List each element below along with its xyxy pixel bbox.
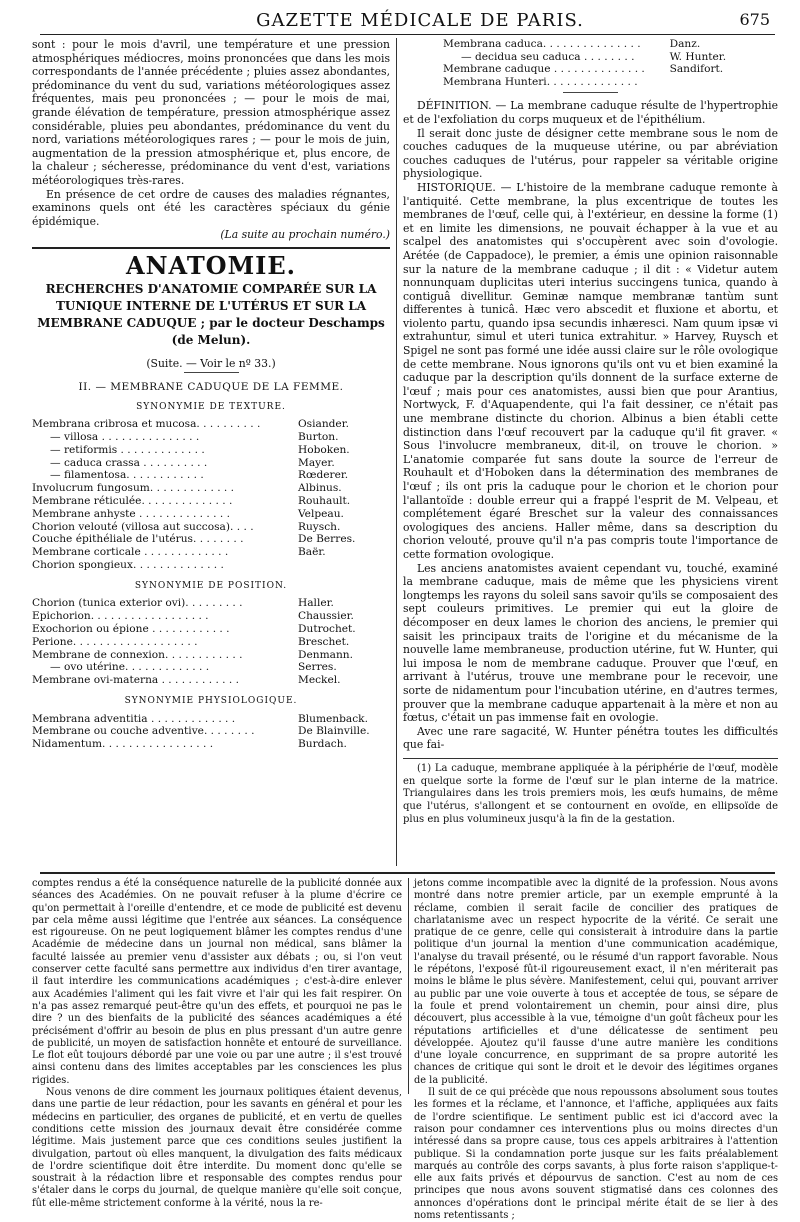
synonym-author: Mayer.	[298, 456, 335, 469]
synonym-row	[32, 482, 390, 495]
lower-right-column	[414, 878, 778, 1222]
synonym-term: Chorion spongieux. . . . . . . . . . . . . .	[32, 559, 224, 572]
synonym-term: — decidua seu caduca . . . . . . . .	[461, 50, 635, 63]
synonym-author: Danz.	[669, 38, 701, 50]
synonym-author: Denmann.	[298, 648, 353, 661]
synonym-author: Velpeau.	[298, 507, 344, 520]
synonym-term: Involucrum fungosum. . . . . . . . . . . . .	[32, 482, 235, 495]
header-rule	[40, 34, 775, 35]
synonym-row	[32, 725, 390, 738]
synonym-author: Albinus.	[298, 482, 342, 495]
synonym-author: De Blainville.	[298, 725, 370, 738]
synonym-term: Membrana caduca. . . . . . . . . . . . . . .	[443, 38, 641, 50]
paragraph-juste: Il serait donc juste de désigner cette membrane sous le nom de couches caduques de la muqueuse utérine, ou par abréviation couches caduques de l'utérus, pour rappeler sa véritable origine physiologique.	[403, 126, 778, 181]
synonym-author: Baër.	[298, 546, 326, 559]
synonym-author: Chaussier.	[298, 610, 354, 623]
synonym-row	[32, 610, 390, 623]
synonym-row	[32, 508, 390, 521]
synonym-term: — ovo utérine. . . . . . . . . . . . .	[50, 661, 210, 674]
short-rule	[563, 92, 618, 93]
synonym-row	[32, 661, 390, 674]
synonymy-position-title: SYNONYMIE DE POSITION.	[134, 580, 288, 591]
synonym-row	[32, 713, 390, 726]
synonym-author: Haller.	[298, 597, 334, 610]
synonym-row	[32, 738, 390, 751]
synonym-row	[32, 521, 390, 534]
synonym-row	[32, 674, 390, 687]
paragraph-definition: DÉFINITION. — La membrane caduque résulte de l'hypertrophie et de l'exfoliation du corps muqueux et de l'épithélium.	[403, 99, 778, 126]
paragraph-sagacite: Avec une rare sagacité, W. Hunter pénétra toutes les difficultés que fai-	[403, 724, 778, 752]
synonym-row	[32, 418, 390, 431]
lower-column-rule	[408, 878, 409, 1094]
synonym-row	[32, 457, 390, 470]
paragraph-journaux: Nous venons de dire comment les journaux politiques étaient devenus, dans une partie de leur rédaction, pour les savants en général et pour les médecins en particulier, des organes de publicité, et en vertu de quelles conditions cette mission des journaux devait être considérée comme légitime. Mais justement parce que ces conditions seules justifient la divulgation, partout où elles manquent, la divulgation des faits médicaux de l'ordre scientifique doit être interdite. Du moment donc qu'elle se soustrait à la rédaction libre et responsable des comptes rendus pour s'étaler dans le corps du journal, de quelque manière qu'elle soit conçue, fût elle-même strictement conforme à la vérité, nous la re-	[32, 1087, 402, 1209]
synonym-term: Perione. . . . . . . . . . . . . . . . . . .	[32, 635, 198, 648]
synonym-term: Membrane ou couche adventive. . . . . . . .	[32, 725, 255, 738]
synonym-term: Membrane ovi-materna . . . . . . . . . . . .	[32, 674, 240, 687]
paragraph-dignite: jetons comme incompatible avec la dignité de la profession. Nous avons montré dans notre premier article, par un exemple emprunté à la réclame, combien il serait facile de concilier des pratiques de charlatanisme avec un respect hypocrite de la vérité. Ce serait une pratique de ce genre, celle qui consisterait à introduire dans la partie politique d'un journal la mention d'une communication académique, l'analyse du travail présenté, ou le résumé d'un rapport favorable. Nous le répétons, l'exposé fût-il rigoureusement exact, il n'en mériterait pas moins le blâme le plus sévère. Manifestement, celui qui, pouvant arriver au public par une voie ouverte à tous et acceptée de tous, se sépare de la foule et prend volontairement un chemin, pour ainsi dire, plus découvert, plus accessible à la vue, témoigne d'un goût fâcheux pour les réputations artificielles et d'une délicatesse de sentiment peu développée. Ajoutez qu'il fausse d'une autre manière les conditions d'une loyale concurrence, en supprimant de sa propre autorité les chances de critique qui sont le droit et le devoir des légitimes organes de la publicité.	[414, 878, 778, 1086]
continued-note: (La suite au prochain numéro.)	[220, 228, 390, 242]
synonymy-physiological-table	[32, 713, 390, 751]
synonym-author	[670, 76, 733, 89]
synonym-term: Couche épithéliale de l'utérus. . . . . . . .	[32, 533, 244, 546]
synonymy-position-table	[32, 597, 390, 687]
page-divider	[40, 872, 775, 874]
footnote-rule	[403, 758, 778, 759]
synonym-term: Membrana adventitia . . . . . . . . . . . . .	[32, 712, 236, 725]
synonym-row	[443, 51, 733, 64]
synonym-row	[32, 444, 390, 457]
synonymy-texture-table	[32, 418, 390, 572]
synonym-term: Membrane caduque . . . . . . . . . . . . . .	[443, 63, 645, 76]
synonym-term: Membrane réticulée. . . . . . . . . . . . . .	[32, 495, 233, 508]
column-rule	[396, 38, 397, 866]
synonym-row	[32, 649, 390, 662]
synonymy-texture-title: SYNONYMIE DE TEXTURE.	[136, 401, 286, 412]
synonym-author: Burdach.	[298, 738, 347, 751]
synonym-term: Epichorion. . . . . . . . . . . . . . . . . .	[32, 610, 209, 623]
footnote: (1) La caduque, membrane appliquée à la périphérie de l'œuf, modèle en quelque sorte la forme de l'œuf sur le plan interne de la matrice. Triangulaires dans les trois premiers mois, les œufs humains, de même que l'utérus, s'allongent et se contournent en ovoïde, en ellipsoïde de plus en plus volumineux jusqu'à la fin de la gestation.	[403, 762, 778, 826]
synonym-term: — villosa . . . . . . . . . . . . . . .	[50, 431, 200, 444]
upper-left-column	[32, 38, 390, 751]
short-rule	[184, 372, 239, 373]
synonym-author: Osiander.	[298, 418, 349, 431]
page-header	[60, 2, 770, 34]
synonym-author: Ruysch.	[298, 520, 341, 533]
synonym-author: Blumenback.	[298, 712, 368, 725]
subsection-heading: II. — MEMBRANE CADUQUE DE LA FEMME.	[78, 381, 344, 394]
synonymy-physiological-title: SYNONYMIE PHYSIOLOGIQUE.	[124, 696, 298, 707]
continued-from: (Suite. — Voir le nº 33.)	[146, 356, 276, 370]
synonym-author: Rœderer.	[298, 469, 349, 482]
synonym-term: Membrane de connexion. . . . . . . . . . . .	[32, 648, 243, 661]
synonym-term: Nidamentum. . . . . . . . . . . . . . . . .	[32, 738, 214, 751]
synonym-author: De Berres.	[298, 533, 356, 546]
synonym-term: Membrane corticale . . . . . . . . . . . . .	[32, 546, 229, 559]
synonym-author: Breschet.	[298, 635, 350, 648]
synonym-author: Dutrochet.	[298, 623, 356, 636]
lower-left-column	[32, 878, 402, 1210]
synonym-row	[443, 76, 733, 89]
synonym-row	[32, 495, 390, 508]
paragraph-presence: En présence de cet ordre de causes des maladies régnantes, examinons quels ont été les caractères spéciaux du génie épidémique.	[32, 187, 390, 228]
paragraph-principes: Il suit de ce qui précède que nous repoussons absolument sous toutes les formes et la réclame, et l'annonce, et l'affiche, appliquées aux faits de l'ordre scientifique. Le sentiment public est ici d'accord avec la raison pour condamner ces interventions plus ou moins directes d'un intéressé dans sa propre cause, tous ces appels arbitraires à l'attention publique. Si la condamnation porte jusque sur les faits préalablement marqués au contrôle des corps savants, à plus forte raison s'applique-t-elle aux faits privés et dépourvus de sanction. C'est au nom de ces principes que nous avons souvent stigmatisé dans ces colonnes des annonces d'opérations dont le principal mérite était de se lier à des noms retentissants ;	[414, 1087, 778, 1222]
upper-right-column	[403, 38, 778, 827]
paragraph-historique: HISTORIQUE. — L'histoire de la membrane caduque remonte à l'antiquité. Cette membrane, la plus excentrique de toutes les membranes de l'œuf, celle qui, à l'extérieur, en dessine la forme (1) et en limite les dimensions, ne pouvait échapper à la vue et au scalpel des anatomistes qui s'occupèrent avec soin d'ovologie. Arétée (de Cappadoce), le premier, a émis une opinion raisonnable sur la nature de la membrane caduque ; il dit : « Videtur autem nonnunquam duplicitas uteri interius succingens tunica, quando à contiguâ divellitur. Geminæ namque membranæ tantùm sunt differentes à tunicâ. Hæc vero abscedit et fluxione et abortu, et violento partu, quando ipsa secundis inhæresci. Nam quum ipsæ vi extrahuntur, simul et uteri tunica extrahitur. » Harvey, Ruysch et Spigel ne sont pas formé une idée aussi claire sur le rôle ovologique de cette membrane. Nous ignorons qu'ils ont vu et bien examiné la caduque par la description qu'ils donnent de la surface externe de l'œuf ; mais pour ces anatomistes, aussi bien que pour Arantius, Nortwyck, F. d'Aquapendente, qui l'a fait dessiner, ce n'était pas une membrane distincte du chorion. Albinus a bien établi cette distinction dans l'œuf recouvert par la caduque qu'il fit graver. « Sous l'involucre membraneux, dit-il, on trouve le chorion. » L'anatomie comparée fut sans doute la source de l'erreur de Rouhault et d'Hoboken dans la détermination des membranes de l'œuf ; ils ont pris la caduque pour le chorion et le chorion pour l'allantoïde : double erreur qui a frappé l'esprit de M. Velpeau, et complétement égaré Breschet sur la valeur des connaissances ovologiques des anciens. Haller même, dans sa description du chorion velouté, prouve qu'il n'a pas compris toute l'importance de cette formation ovologique.	[403, 180, 778, 561]
page-number: 675	[739, 10, 770, 29]
paragraph-publicite: comptes rendus a été la conséquence naturelle de la publicité donnée aux séances des Académies. On ne pouvait refuser à la plume d'écrire ce qu'on permettait à l'oreille d'entendre, et ce mode de publicité est devenu par cela même aussi légitime que l'entrée aux séances. La conséquence est rigoureuse. On ne peut logiquement blâmer les comptes rendus d'une Académie de médecine dans un journal non médical, sans blâmer la faculté laissée au premier venu d'assister aux débats ; ou, si l'on veut conserver cette faculté sans permettre aux individus d'en tirer avantage, il faut interdire les communications académiques ; c'est-à-dire enlever aux Académies l'aliment qui les fait vivre et l'air qui les fait respirer. On n'a pas assez remarqué peut-être qu'un des effets, et pourquoi ne pas le dire ? un des bienfaits de la publicité des séances académiques a été précisément d'offrir au besoin de plus en plus pressant d'un autre genre de publicité, un moyen de satisfaction honnête et entouré de surveillance. Le flot eût toujours débordé par une voie ou par une autre ; il s'est trouvé ainsi contenu dans des limites acceptables par les consciences les plus rigides.	[32, 878, 402, 1086]
synonym-author: W. Hunter.	[669, 50, 727, 63]
synonym-term: Chorion velouté (villosa aut succosa). . . .	[32, 520, 254, 533]
synonym-term: Membrana Hunteri. . . . . . . . . . . . . .	[443, 75, 638, 88]
paragraph-anciens: Les anciens anatomistes avaient cependant vu, touché, examiné la membrane caduque, mais de même que les physiciens virent longtemps les rayons du soleil sans savoir qu'ils se composaient des sept couleurs primitives. Le premier qui eut la gloire de décomposer en deux lames le chorion des anciens, le premier qui saisit les principaux traits de l'origine et du mécanisme de la nouvelle lame membraneuse, production utérine, fut W. Hunter, qui lui imposa le nom de membrane caduque. Prouver que l'œuf, en arrivant à l'utérus, trouve une membrane pour le recevoir, une sorte de nidamentum pour l'incubation utérine, en d'autres termes, prouver que la membrane caduque appartenait à la mère et non au fœtus, c'était un pas immense fait en ovologie.	[403, 561, 778, 725]
synonymy-continued-table	[443, 38, 733, 88]
synonym-row	[32, 533, 390, 546]
paragraph-climate: sont : pour le mois d'avril, une température et une pression atmosphériques médiocres, moins prononcées que dans les mois correspondants de l'année précédente ; pluies assez abondantes, prédominance du vent du sud, variations météorologiques assez fréquentes, mais peu prononcées ; — pour le mois de mai, grande élévation de température, pression atmosphérique assez considérable, pluies peu abondantes, prédominance du vent du nord, variations météorologiques rares ; — pour le mois de juin, augmentation de la pression atmosphérique et, plus encore, de la chaleur ; sécheresse, prédominance du vent d'est, variations météorologiques très-rares.	[32, 38, 390, 187]
article-title: RECHERCHES D'ANATOMIE COMPARÉE SUR LA TUNIQUE INTERNE DE L'UTÉRUS ET SUR LA MEMBRANE CADUQUE ; par le docteur Deschamps (de Melun).	[37, 281, 385, 347]
synonym-term: — caduca crassa . . . . . . . . . .	[50, 456, 208, 469]
synonym-row	[32, 623, 390, 636]
synonym-term: — filamentosa. . . . . . . . . . . .	[50, 469, 204, 482]
synonym-row	[32, 559, 390, 572]
journal-title: GAZETTE MÉDICALE DE PARIS.	[256, 10, 584, 31]
synonym-term: Exochorion ou épione . . . . . . . . . . . .	[32, 623, 230, 636]
synonym-author	[298, 559, 390, 572]
synonym-row	[32, 431, 390, 444]
section-heading: ANATOMIE.	[125, 250, 297, 280]
synonym-row	[32, 636, 390, 649]
synonym-author: Hoboken.	[298, 443, 350, 456]
synonym-term: — retiformis . . . . . . . . . . . . .	[50, 443, 205, 456]
synonym-author: Meckel.	[298, 674, 341, 687]
synonym-row	[32, 546, 390, 559]
synonym-term: Chorion (tunica exterior ovi). . . . . . . . .	[32, 597, 243, 610]
synonym-author: Sandifort.	[669, 63, 724, 76]
synonym-term: Membrana cribrosa et mucosa. . . . . . . . . .	[32, 418, 261, 431]
synonym-author: Burton.	[298, 431, 339, 444]
synonym-row	[443, 38, 733, 51]
synonym-row	[443, 63, 733, 76]
synonym-author: Rouhault.	[298, 495, 351, 508]
synonym-term: Membrane anhyste . . . . . . . . . . . . . .	[32, 507, 230, 520]
synonym-author: Serres.	[298, 661, 337, 674]
synonym-row	[32, 469, 390, 482]
synonym-row	[32, 597, 390, 610]
section-divider	[32, 247, 390, 249]
